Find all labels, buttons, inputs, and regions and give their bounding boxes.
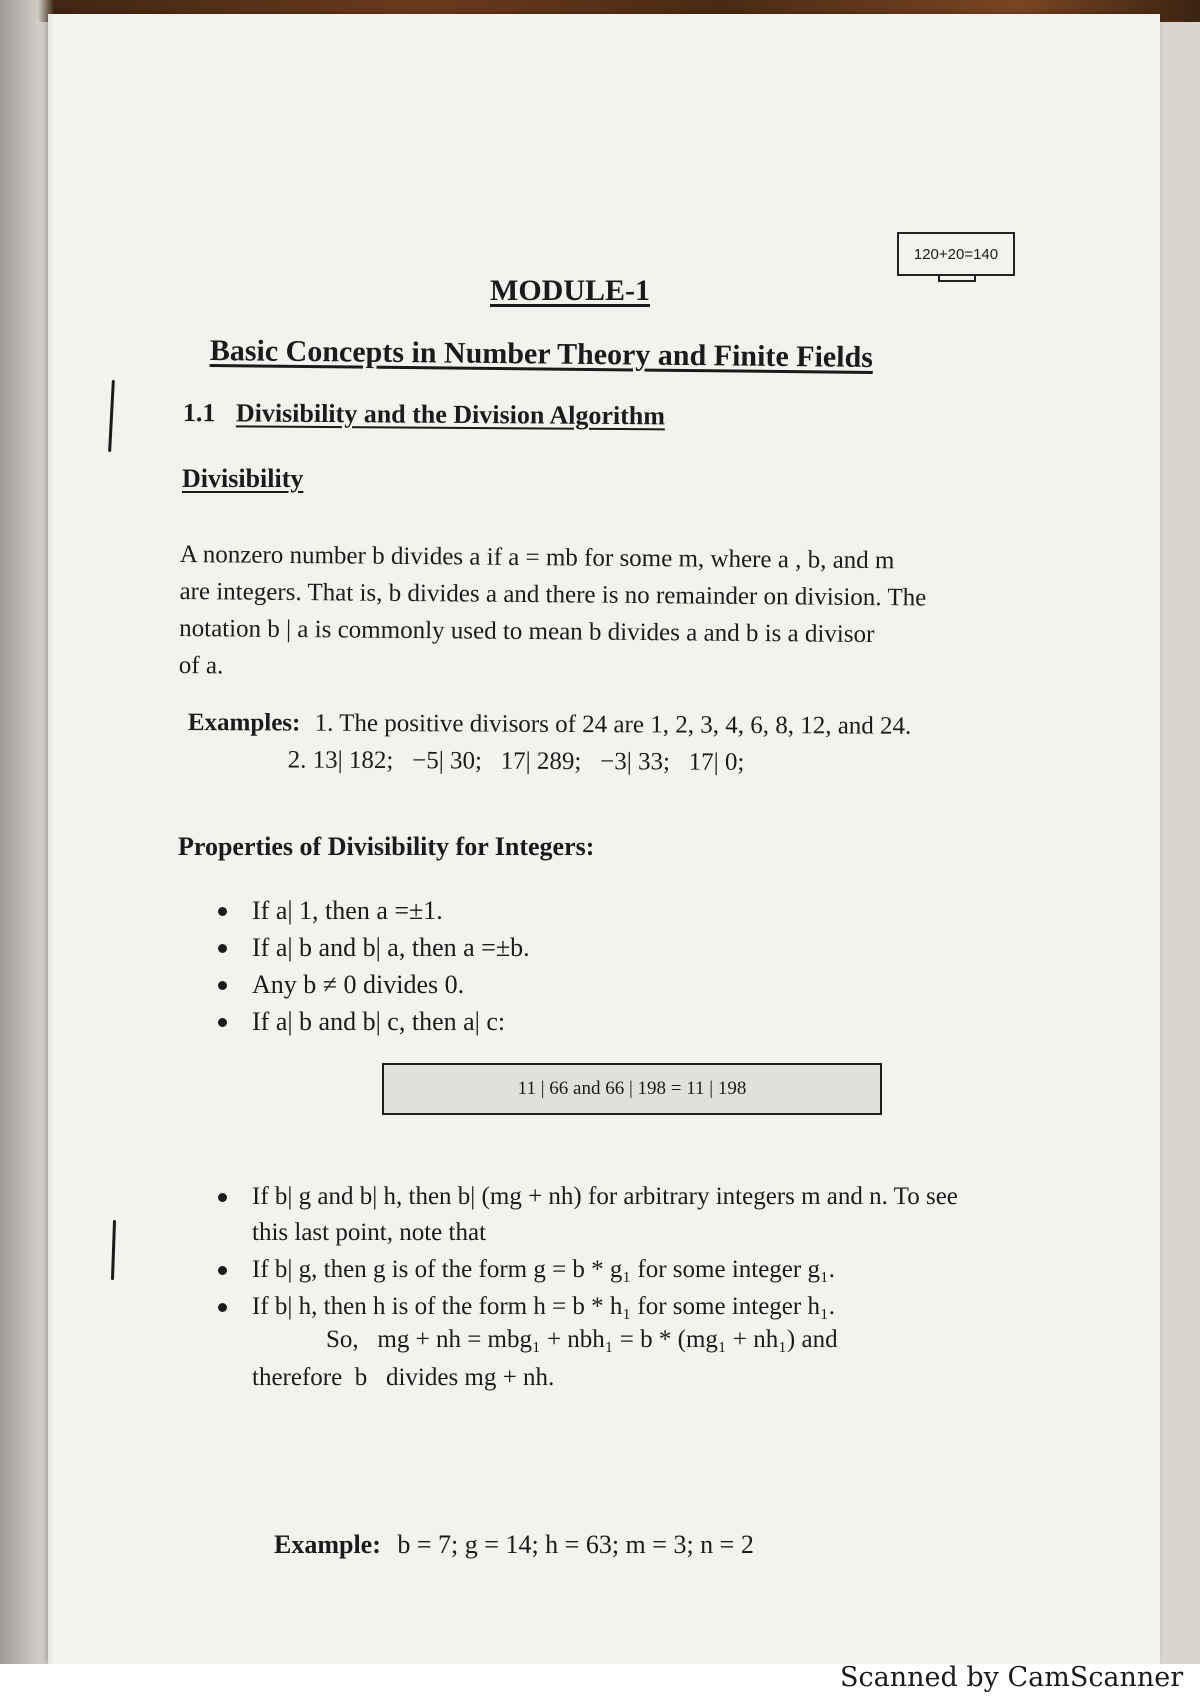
- module-title: MODULE-1: [490, 274, 650, 307]
- properties-list: [218, 892, 530, 1040]
- section-heading: [183, 398, 665, 431]
- final-example-text: b = 7; g = 14; h = 63; m = 3; n = 2: [397, 1530, 754, 1559]
- properties-title: Properties of Divisibility for Integers:: [178, 832, 595, 861]
- list-item: If b| g and b| h, then b| (mg + nh) for arbitrary integers m and n. To see: [218, 1178, 958, 1215]
- subsection-title: Divisibility: [182, 464, 304, 493]
- list-item: If b| h, then h is of the form h = b * h₁ for some integer h₁.: [218, 1288, 958, 1325]
- list-item: If a| b and b| a, then a =±b.: [218, 929, 530, 966]
- definition-paragraph: [179, 536, 927, 691]
- formula-box: 11 | 66 and 66 | 198 = 11 | 198: [382, 1063, 882, 1115]
- page-edge-shadow: [0, 0, 54, 1698]
- list-item: Any b ≠ 0 divides 0.: [218, 966, 530, 1003]
- list-item: If b| g, then g is of the form g = b * g₁ for some integer g₁.: [218, 1251, 958, 1288]
- chapter-title: Basic Concepts in Number Theory and Finite Fields: [209, 334, 874, 374]
- list-item: If a| 1, then a =±1.: [218, 892, 530, 929]
- definition-line: notation b | a is commonly used to mean b divides a and b is a divisor: [179, 614, 875, 649]
- definition-line: A nonzero number b divides a if a = mb for some m, where a , b, and m: [179, 540, 895, 575]
- so-line: So, mg + nh = mbg₁ + nbh₁ = b * (mg₁ + nh₁) and: [326, 1326, 838, 1353]
- final-example-label: Example:: [274, 1530, 381, 1559]
- therefore-line: therefore b divides mg + nh.: [252, 1364, 555, 1391]
- camscanner-watermark: Scanned by CamScanner: [840, 1662, 1184, 1693]
- final-example: [274, 1530, 754, 1560]
- more-properties-list: [218, 1178, 958, 1325]
- examples-block: [188, 704, 912, 782]
- examples-line-1: 1. The positive divisors of 24 are 1, 2, 3, 4, 6, 8, 12, and 24.: [314, 709, 912, 740]
- definition-line: of a.: [178, 651, 224, 680]
- examples-label: Examples:: [187, 708, 301, 737]
- list-item: If a| b and b| c, then a| c:: [218, 1003, 530, 1040]
- score-box-tab: [938, 276, 976, 282]
- section-number: 1.1: [182, 398, 216, 428]
- definition-line: are integers. That is, b divides a and there is no remainder on division. The: [179, 577, 927, 612]
- section-title: Divisibility and the Division Algorithm: [235, 398, 666, 431]
- score-box: 120+20=140: [897, 232, 1015, 276]
- list-item-continuation: this last point, note that: [252, 1219, 487, 1246]
- examples-line-2: 2. 13| 182; −5| 30; 17| 289; −3| 33; 17| 0;: [287, 746, 745, 776]
